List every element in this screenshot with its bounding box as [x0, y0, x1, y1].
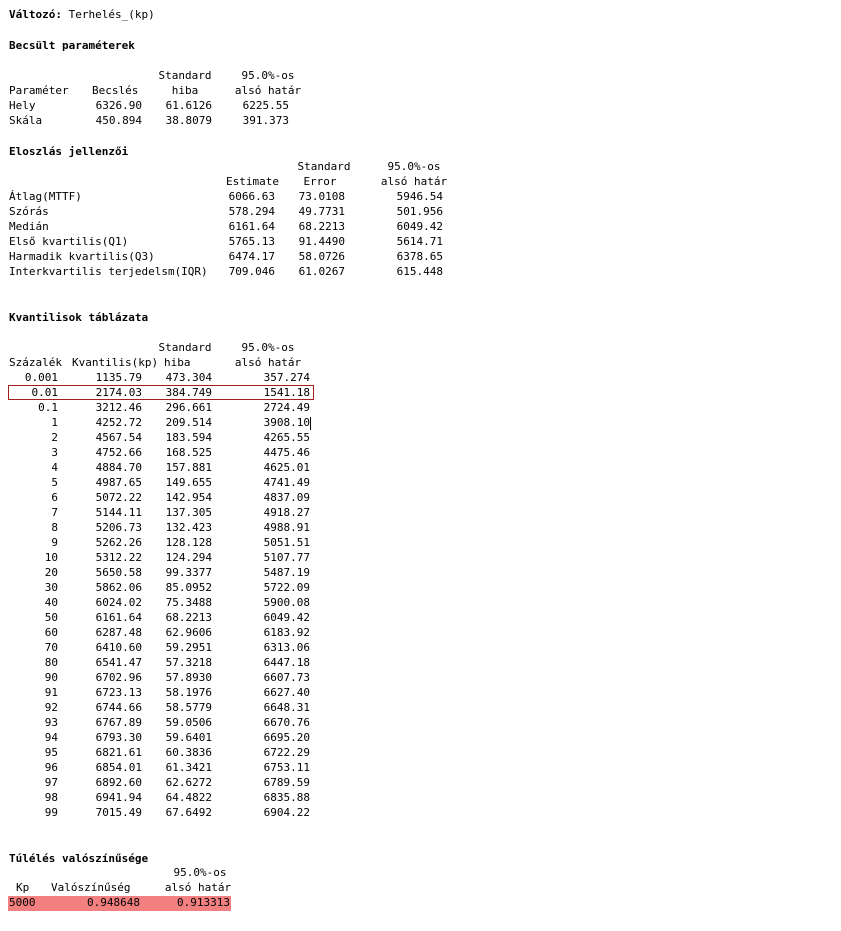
quant-row-lower: 4837.09 — [263, 491, 310, 504]
quant-row-se: 142.954 — [165, 491, 212, 504]
params-header-lower-bottom: alsó határ — [234, 84, 302, 97]
quant-header-lower-top: 95.0%-os — [241, 341, 295, 354]
dist-header-lower-bottom: alsó határ — [380, 175, 448, 188]
text-cursor — [310, 417, 311, 430]
quant-row-pct: 0.001 — [24, 371, 58, 384]
quant-row-se: 57.3218 — [165, 656, 212, 669]
quant-header-q: Kvantilis(kp) — [72, 356, 159, 369]
quant-row-lower: 6447.18 — [263, 656, 310, 669]
dist-row-se: 49.7731 — [298, 205, 345, 218]
quant-row-pct: 92 — [44, 701, 58, 714]
quant-row-lower: 4741.49 — [263, 476, 310, 489]
quant-row-se: 75.3488 — [165, 596, 212, 609]
surv-cell-prob: 0.948648 — [87, 896, 140, 909]
quant-header-se-top: Standard — [158, 341, 212, 354]
quant-row-lower: 6904.22 — [263, 806, 310, 819]
variable-value: Terhelés_(kp) — [68, 8, 155, 21]
quant-row-q: 6702.96 — [95, 671, 142, 684]
quant-row-se: 209.514 — [165, 416, 212, 429]
quant-row-q: 6892.60 — [95, 776, 142, 789]
quant-row-pct: 97 — [44, 776, 58, 789]
params-header-se-top: Standard — [158, 69, 212, 82]
surv-section-title: Túlélés valószínűsége — [9, 852, 149, 865]
quant-row-pct: 90 — [44, 671, 58, 684]
quant-row-lower: 6789.59 — [263, 776, 310, 789]
quant-row-q: 5312.22 — [95, 551, 142, 564]
surv-header-lower-top: 95.0%-os — [173, 866, 227, 879]
dist-row-se: 73.0108 — [298, 190, 345, 203]
quant-row-lower: 6753.11 — [263, 761, 310, 774]
quant-header-pct: Százalék — [9, 356, 62, 369]
surv-header-kp: Kp — [16, 881, 30, 894]
surv-cell-lower: 0.913313 — [177, 896, 230, 909]
quant-row-lower: 3908.10 — [263, 416, 310, 429]
quant-row-q: 1135.79 — [95, 371, 142, 384]
quant-row-q: 6854.01 — [95, 761, 142, 774]
dist-row-name: Első kvartilis(Q1) — [9, 235, 129, 248]
quant-header-lower-bottom: alsó határ — [234, 356, 302, 369]
dist-row-est: 709.046 — [228, 265, 275, 278]
quant-row-se: 296.661 — [165, 401, 212, 414]
quant-row-q: 6767.89 — [95, 716, 142, 729]
dist-header-est: Estimate — [226, 175, 279, 188]
quant-row-se: 137.305 — [165, 506, 212, 519]
quant-row-se: 85.0952 — [165, 581, 212, 594]
quant-row-se: 57.8930 — [165, 671, 212, 684]
quant-row-pct: 9 — [51, 536, 58, 549]
params-row-se: 61.6126 — [165, 99, 212, 112]
quant-row-lower: 6722.29 — [263, 746, 310, 759]
quant-row-lower: 5722.09 — [263, 581, 310, 594]
params-header-est: Becslés — [92, 84, 139, 97]
quant-row-pct: 40 — [44, 596, 58, 609]
quant-row-q: 6723.13 — [95, 686, 142, 699]
quant-row-lower: 1541.18 — [263, 386, 310, 399]
quant-row-q: 4987.65 — [95, 476, 142, 489]
quant-row-pct: 80 — [44, 656, 58, 669]
quant-row-q: 7015.49 — [95, 806, 142, 819]
dist-row-lower: 5614.71 — [396, 235, 443, 248]
dist-row-se: 58.0726 — [298, 250, 345, 263]
quant-row-pct: 91 — [44, 686, 58, 699]
quant-row-se: 132.423 — [165, 521, 212, 534]
dist-row-est: 5765.13 — [228, 235, 275, 248]
quant-row-lower: 357.274 — [263, 371, 310, 384]
quant-row-se: 58.5779 — [165, 701, 212, 714]
quant-row-pct: 20 — [44, 566, 58, 579]
surv-header-lower-bottom: alsó határ — [164, 881, 232, 894]
quant-row-se: 61.3421 — [165, 761, 212, 774]
quant-row-lower: 6835.88 — [263, 791, 310, 804]
quant-row-lower: 5107.77 — [263, 551, 310, 564]
dist-header-lower-top: 95.0%-os — [387, 160, 441, 173]
dist-row-lower: 6049.42 — [396, 220, 443, 233]
quant-row-se: 58.1976 — [165, 686, 212, 699]
quant-row-q: 6161.64 — [95, 611, 142, 624]
params-section-title: Becsült paraméterek — [9, 39, 135, 52]
dist-row-se: 68.2213 — [298, 220, 345, 233]
quant-row-pct: 4 — [51, 461, 58, 474]
dist-header-se-bottom: Error — [303, 175, 337, 188]
quant-row-se: 157.881 — [165, 461, 212, 474]
quant-row-pct: 30 — [44, 581, 58, 594]
quant-row-pct: 70 — [44, 641, 58, 654]
params-row-lower: 6225.55 — [242, 99, 289, 112]
params-row-name: Skála — [9, 114, 43, 127]
quant-row-pct: 5 — [51, 476, 58, 489]
quant-row-pct: 2 — [51, 431, 58, 444]
quant-row-se: 168.525 — [165, 446, 212, 459]
quant-row-q: 5262.26 — [95, 536, 142, 549]
quant-row-pct: 1 — [51, 416, 58, 429]
quant-row-se: 62.6272 — [165, 776, 212, 789]
quant-row-pct: 95 — [44, 746, 58, 759]
dist-row-name: Átlag(MTTF) — [9, 190, 82, 203]
quant-row-q: 6941.94 — [95, 791, 142, 804]
quant-row-lower: 5051.51 — [263, 536, 310, 549]
quant-row-se: 183.594 — [165, 431, 212, 444]
quant-row-se: 384.749 — [165, 386, 212, 399]
quant-row-pct: 99 — [44, 806, 58, 819]
quant-header-se-bottom: hiba — [164, 356, 191, 369]
quant-row-q: 6744.66 — [95, 701, 142, 714]
quant-row-lower: 2724.49 — [263, 401, 310, 414]
quant-row-q: 5072.22 — [95, 491, 142, 504]
quant-row-pct: 10 — [44, 551, 58, 564]
quant-row-pct: 6 — [51, 491, 58, 504]
params-header-se-bottom: hiba — [171, 84, 199, 97]
quant-row-se: 473.304 — [165, 371, 212, 384]
quant-row-q: 5650.58 — [95, 566, 142, 579]
quant-row-q: 5206.73 — [95, 521, 142, 534]
quant-row-lower: 4625.01 — [263, 461, 310, 474]
quant-row-lower: 6049.42 — [263, 611, 310, 624]
quant-row-q: 4252.72 — [95, 416, 142, 429]
quant-row-pct: 8 — [51, 521, 58, 534]
quant-row-q: 6024.02 — [95, 596, 142, 609]
quant-row-pct: 94 — [44, 731, 58, 744]
dist-row-name: Harmadik kvartilis(Q3) — [9, 250, 155, 263]
quant-row-lower: 6183.92 — [263, 626, 310, 639]
quant-row-q: 5862.06 — [95, 581, 142, 594]
quant-row-se: 68.2213 — [165, 611, 212, 624]
dist-row-name: Medián — [9, 220, 49, 233]
quant-row-se: 99.3377 — [165, 566, 212, 579]
quant-row-q: 6541.47 — [95, 656, 142, 669]
quant-row-q: 4884.70 — [95, 461, 142, 474]
quant-row-lower: 6313.06 — [263, 641, 310, 654]
surv-cell-kp: 5000 — [9, 896, 36, 909]
quant-row-lower: 5900.08 — [263, 596, 310, 609]
quant-row-se: 124.294 — [165, 551, 212, 564]
dist-row-est: 6161.64 — [228, 220, 275, 233]
quant-row-q: 5144.11 — [95, 506, 142, 519]
quant-row-pct: 93 — [44, 716, 58, 729]
dist-row-name: Szórás — [9, 205, 49, 218]
quant-row-q: 4567.54 — [95, 431, 142, 444]
quant-row-se: 128.128 — [165, 536, 212, 549]
dist-header-se-top: Standard — [297, 160, 351, 173]
quant-row-lower: 6695.20 — [263, 731, 310, 744]
params-row-lower: 391.373 — [242, 114, 289, 127]
variable-label: Változó: — [9, 8, 62, 21]
quant-row-pct: 7 — [51, 506, 58, 519]
dist-row-lower: 501.956 — [396, 205, 443, 218]
params-row-est: 450.894 — [95, 114, 142, 127]
quant-row-lower: 4265.55 — [263, 431, 310, 444]
quant-row-se: 59.0506 — [165, 716, 212, 729]
quant-row-q: 4752.66 — [95, 446, 142, 459]
dist-section-title: Eloszlás jellenzői — [9, 145, 129, 158]
dist-row-est: 6066.63 — [228, 190, 275, 203]
params-row-est: 6326.90 — [95, 99, 142, 112]
dist-row-est: 578.294 — [228, 205, 275, 218]
quant-row-q: 2174.03 — [95, 386, 142, 399]
quant-row-q: 6821.61 — [95, 746, 142, 759]
quant-row-lower: 6648.31 — [263, 701, 310, 714]
quant-row-pct: 98 — [44, 791, 58, 804]
dist-row-est: 6474.17 — [228, 250, 275, 263]
dist-row-se: 91.4490 — [298, 235, 345, 248]
dist-row-name: Interkvartilis terjedelsm(IQR) — [9, 265, 208, 278]
surv-header-prob: Valószínűség — [51, 881, 131, 894]
params-header-name: Paraméter — [9, 84, 69, 97]
quant-row-se: 149.655 — [165, 476, 212, 489]
params-row-se: 38.8079 — [165, 114, 212, 127]
params-header-lower-top: 95.0%-os — [241, 69, 295, 82]
quant-row-q: 6793.30 — [95, 731, 142, 744]
quant-row-lower: 6670.76 — [263, 716, 310, 729]
quant-row-lower: 6627.40 — [263, 686, 310, 699]
dist-row-lower: 615.448 — [396, 265, 443, 278]
quant-row-q: 3212.46 — [95, 401, 142, 414]
params-row-name: Hely — [9, 99, 36, 112]
quant-section-title: Kvantilisok táblázata — [9, 311, 149, 324]
quant-row-q: 6410.60 — [95, 641, 142, 654]
quant-row-se: 67.6492 — [165, 806, 212, 819]
quant-row-se: 64.4822 — [165, 791, 212, 804]
quant-row-pct: 50 — [44, 611, 58, 624]
dist-row-lower: 5946.54 — [396, 190, 443, 203]
quant-row-lower: 4988.91 — [263, 521, 310, 534]
quant-row-se: 59.2951 — [165, 641, 212, 654]
dist-row-lower: 6378.65 — [396, 250, 443, 263]
quant-row-pct: 3 — [51, 446, 58, 459]
quant-row-se: 59.6401 — [165, 731, 212, 744]
quant-row-lower: 6607.73 — [263, 671, 310, 684]
quant-row-pct: 96 — [44, 761, 58, 774]
quant-row-pct: 0.1 — [38, 401, 58, 414]
quant-row-se: 62.9606 — [165, 626, 212, 639]
dist-row-se: 61.0267 — [298, 265, 345, 278]
quant-row-pct: 0.01 — [31, 386, 58, 399]
quant-row-lower: 4475.46 — [263, 446, 310, 459]
quant-row-pct: 60 — [44, 626, 58, 639]
quant-row-lower: 4918.27 — [263, 506, 310, 519]
quant-row-q: 6287.48 — [95, 626, 142, 639]
variable-line — [9, 7, 155, 22]
quant-row-se: 60.3836 — [165, 746, 212, 759]
quant-row-lower: 5487.19 — [263, 566, 310, 579]
